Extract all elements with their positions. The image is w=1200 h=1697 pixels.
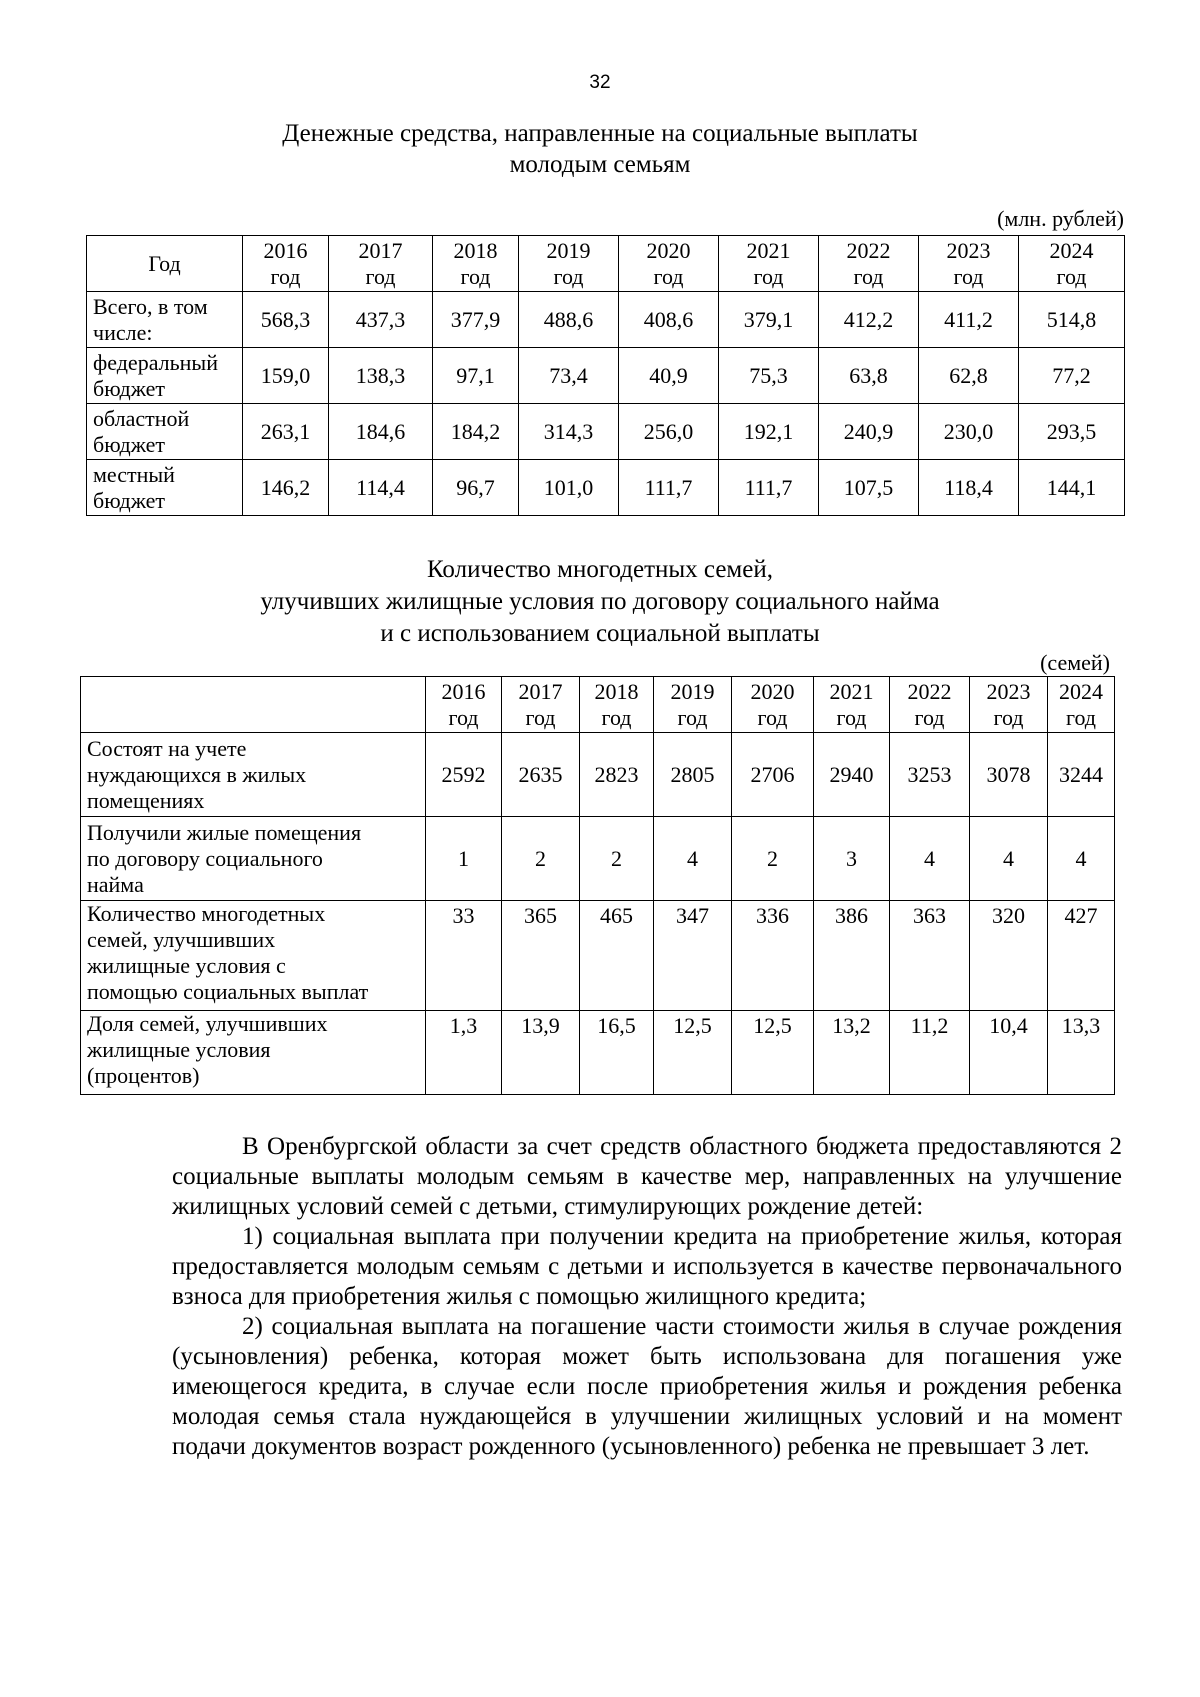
table-cell: 111,7 — [719, 460, 819, 516]
table2-row-label: Состоят на учете нуждающихся в жилых помещениях — [81, 733, 426, 817]
table1 — [86, 235, 1125, 516]
table-cell: 320 — [970, 901, 1048, 1011]
table2-header-year: 2017 год — [502, 677, 580, 733]
table-cell: 465 — [580, 901, 654, 1011]
table-cell: 3 — [814, 817, 890, 901]
table1-header-year: 2023 год — [919, 236, 1019, 292]
table1-title — [0, 118, 1200, 180]
table-cell: 75,3 — [719, 348, 819, 404]
table1-unit: (млн. рублей) — [997, 206, 1124, 231]
table-cell: 2940 — [814, 733, 890, 817]
table-cell: 408,6 — [619, 292, 719, 348]
table-row — [87, 460, 1125, 516]
table-cell: 12,5 — [732, 1011, 814, 1095]
table1-row-label: Всего, в том числе: — [87, 292, 243, 348]
table-cell: 184,6 — [329, 404, 433, 460]
table1-header-year: 2018 год — [433, 236, 519, 292]
table-row — [81, 901, 1115, 1011]
table-cell: 240,9 — [819, 404, 919, 460]
table-cell: 386 — [814, 901, 890, 1011]
table-cell: 11,2 — [890, 1011, 970, 1095]
table1-row-label: областной бюджет — [87, 404, 243, 460]
table2 — [80, 676, 1115, 1095]
table2-unit: (семей) — [1040, 650, 1110, 675]
table-cell: 411,2 — [919, 292, 1019, 348]
table-cell: 4 — [970, 817, 1048, 901]
table-cell: 377,9 — [433, 292, 519, 348]
table-cell: 412,2 — [819, 292, 919, 348]
table1-header-year: 2022 год — [819, 236, 919, 292]
table-cell: 184,2 — [433, 404, 519, 460]
table-cell: 347 — [654, 901, 732, 1011]
table2-title-line1: Количество многодетных семей, — [427, 556, 773, 583]
table-row — [81, 817, 1115, 901]
table-cell: 144,1 — [1019, 460, 1125, 516]
table2-title-line2: улучивших жилищные условия по договору социального найма — [260, 588, 940, 615]
table-cell: 427 — [1048, 901, 1115, 1011]
table2-header-year: 2024 год — [1048, 677, 1115, 733]
table-cell: 437,3 — [329, 292, 433, 348]
table2-title-line3: и с использованием социальной выплаты — [380, 620, 820, 647]
table-cell: 12,5 — [654, 1011, 732, 1095]
table-cell: 107,5 — [819, 460, 919, 516]
table-cell: 488,6 — [519, 292, 619, 348]
table-cell: 314,3 — [519, 404, 619, 460]
table2-header-row — [81, 677, 1115, 733]
table-cell: 114,4 — [329, 460, 433, 516]
table-cell: 111,7 — [619, 460, 719, 516]
table-row — [81, 733, 1115, 817]
table1-header-year: 2016 год — [243, 236, 329, 292]
table-cell: 4 — [890, 817, 970, 901]
table-cell: 365 — [502, 901, 580, 1011]
table-cell: 2706 — [732, 733, 814, 817]
table-row — [81, 1011, 1115, 1095]
table1-header-row — [87, 236, 1125, 292]
body-text — [172, 1132, 1122, 1462]
table2-header-year: 2018 год — [580, 677, 654, 733]
table2-header-blank — [81, 677, 426, 733]
table-cell: 1,3 — [426, 1011, 502, 1095]
paragraph: В Оренбургской области за счет средств областного бюджета предоставляются 2 социальные выплаты молодым семьям в качестве мер, направленных на улучшение жилищных условий семей с детьми, стимулирующих рождение детей: — [172, 1133, 1122, 1220]
paragraph: 2) социальная выплата на погашение части стоимости жилья в случае рождения (усыновления) ребенка, которая может быть использована для погашения уже имеющегося кредита, в случае если после приобретения жилья и рождения ребенка молодая семья стала нуждающейся в улучшении жилищных условий и на момент подачи документов возраст рожденного (усыновленного) ребенка не превышает 3 лет. — [172, 1313, 1122, 1460]
table2-header-year: 2022 год — [890, 677, 970, 733]
table1-title-line2: молодым семьям — [509, 151, 691, 178]
table1-header-year: 2020 год — [619, 236, 719, 292]
table-cell: 63,8 — [819, 348, 919, 404]
table2-row-label: Количество многодетных семей, улучшивших жилищные условия с помощью социальных выплат — [81, 901, 426, 1011]
table-cell: 40,9 — [619, 348, 719, 404]
table-cell: 13,2 — [814, 1011, 890, 1095]
table-cell: 118,4 — [919, 460, 1019, 516]
table2-row-label: Доля семей, улучшивших жилищные условия (процентов) — [81, 1011, 426, 1095]
table-cell: 2592 — [426, 733, 502, 817]
table-cell: 3253 — [890, 733, 970, 817]
table1-header-year: 2019 год — [519, 236, 619, 292]
table1-header-god: Год — [87, 236, 243, 292]
table2-header-year: 2016 год — [426, 677, 502, 733]
table-cell: 4 — [654, 817, 732, 901]
table-cell: 16,5 — [580, 1011, 654, 1095]
table-cell: 62,8 — [919, 348, 1019, 404]
table-cell: 96,7 — [433, 460, 519, 516]
table1-row-label: местный бюджет — [87, 460, 243, 516]
table-cell: 1 — [426, 817, 502, 901]
table-cell: 2805 — [654, 733, 732, 817]
table-cell: 146,2 — [243, 460, 329, 516]
table1-row-label: федеральный бюджет — [87, 348, 243, 404]
table-row — [87, 348, 1125, 404]
table-cell: 336 — [732, 901, 814, 1011]
table-row — [87, 292, 1125, 348]
table-cell: 256,0 — [619, 404, 719, 460]
table-cell: 2 — [732, 817, 814, 901]
table-cell: 77,2 — [1019, 348, 1125, 404]
table-cell: 514,8 — [1019, 292, 1125, 348]
table-cell: 73,4 — [519, 348, 619, 404]
table-cell: 4 — [1048, 817, 1115, 901]
page-number: 32 — [589, 72, 611, 93]
table-cell: 363 — [890, 901, 970, 1011]
table-cell: 3244 — [1048, 733, 1115, 817]
table2-header-year: 2020 год — [732, 677, 814, 733]
table1-header-year: 2024 год — [1019, 236, 1125, 292]
table1-title-line1: Денежные средства, направленные на социальные выплаты — [282, 120, 918, 147]
table-row — [87, 404, 1125, 460]
table-cell: 97,1 — [433, 348, 519, 404]
table1-header-year: 2017 год — [329, 236, 433, 292]
table-cell: 138,3 — [329, 348, 433, 404]
table-cell: 293,5 — [1019, 404, 1125, 460]
table-cell: 2635 — [502, 733, 580, 817]
table1-header-year: 2021 год — [719, 236, 819, 292]
table-cell: 10,4 — [970, 1011, 1048, 1095]
paragraph: 1) социальная выплата при получении кредита на приобретение жилья, которая предоставляется молодым семьям с детьми и используется в качестве первоначального взноса для приобретения жилья с помощью жилищного кредита; — [172, 1223, 1122, 1310]
table2-title — [0, 554, 1200, 650]
table-cell: 159,0 — [243, 348, 329, 404]
table-cell: 230,0 — [919, 404, 1019, 460]
table-cell: 2 — [502, 817, 580, 901]
table-cell: 13,3 — [1048, 1011, 1115, 1095]
table-cell: 13,9 — [502, 1011, 580, 1095]
table-cell: 379,1 — [719, 292, 819, 348]
table-cell: 2823 — [580, 733, 654, 817]
table-cell: 101,0 — [519, 460, 619, 516]
table-cell: 33 — [426, 901, 502, 1011]
table2-header-year: 2021 год — [814, 677, 890, 733]
table2-header-year: 2023 год — [970, 677, 1048, 733]
table-cell: 263,1 — [243, 404, 329, 460]
table-cell: 3078 — [970, 733, 1048, 817]
table-cell: 192,1 — [719, 404, 819, 460]
table2-header-year: 2019 год — [654, 677, 732, 733]
table2-row-label: Получили жилые помещения по договору социального найма — [81, 817, 426, 901]
table-cell: 2 — [580, 817, 654, 901]
table-cell: 568,3 — [243, 292, 329, 348]
